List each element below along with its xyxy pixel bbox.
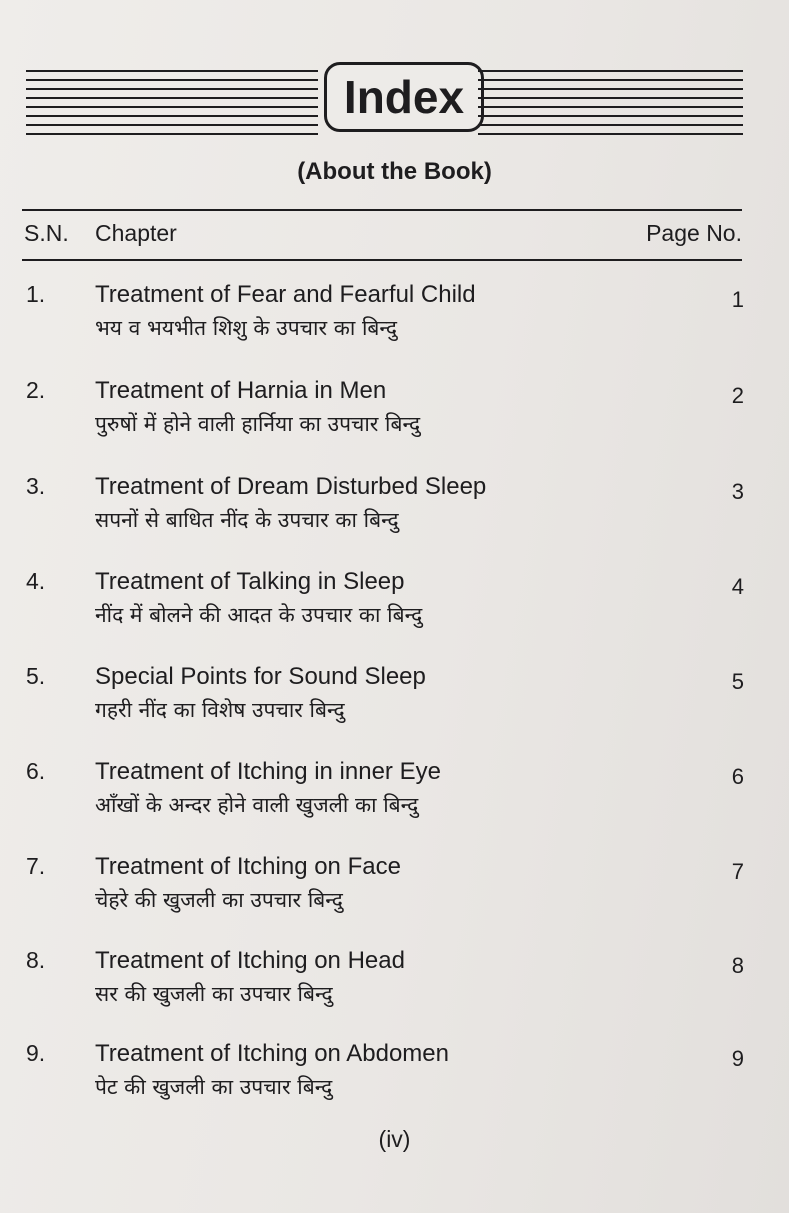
row-chapter-title: Treatment of Itching on Abdomen	[95, 1040, 449, 1067]
index-header	[26, 62, 743, 136]
row-page-number: 8	[731, 953, 744, 978]
table-header-bottom-rule	[22, 259, 742, 261]
row-chapter-hindi: गहरी नींद का विशेष उपचार बिन्दु	[95, 698, 345, 722]
table-row	[0, 281, 789, 373]
row-page-number: 7	[731, 859, 744, 884]
row-chapter-title: Treatment of Talking in Sleep	[95, 568, 405, 595]
row-page-number: 1	[731, 287, 744, 312]
decorative-rules-left	[26, 70, 318, 136]
row-chapter-hindi: चेहरे की खुजली का उपचार बिन्दु	[95, 888, 343, 912]
row-chapter-title: Treatment of Itching on Face	[95, 853, 401, 880]
row-chapter-hindi: आँखों के अन्दर होने वाली खुजली का बिन्दु	[95, 793, 419, 817]
row-chapter-hindi: पेट की खुजली का उपचार बिन्दु	[95, 1075, 333, 1099]
table-row	[0, 663, 789, 755]
row-chapter-title: Treatment of Itching on Head	[95, 947, 405, 974]
table-row	[0, 377, 789, 469]
row-chapter-hindi: पुरुषों में होने वाली हार्निया का उपचार बिन्दु	[95, 412, 421, 436]
row-chapter-hindi: नींद में बोलने की आदत के उपचार का बिन्दु	[95, 603, 423, 627]
index-title: Index	[324, 62, 484, 132]
row-chapter-hindi: सपनों से बाधित नींद के उपचार का बिन्दु	[95, 508, 399, 532]
row-serial: 5.	[26, 663, 46, 689]
index-subtitle: (About the Book)	[297, 158, 492, 185]
row-page-number: 2	[731, 383, 744, 408]
table-row	[0, 947, 789, 1039]
row-serial: 9.	[26, 1040, 46, 1066]
row-serial: 4.	[26, 568, 46, 594]
row-chapter-title: Special Points for Sound Sleep	[95, 663, 426, 690]
decorative-rules-right	[478, 70, 743, 136]
row-chapter-title: Treatment of Harnia in Men	[95, 377, 387, 404]
table-row	[0, 853, 789, 945]
row-serial: 7.	[26, 853, 46, 879]
row-page-number: 9	[731, 1046, 744, 1071]
row-serial: 1.	[26, 281, 46, 307]
row-chapter-title: Treatment of Dream Disturbed Sleep	[95, 473, 487, 500]
page-number-footer: (iv)	[378, 1126, 411, 1152]
row-page-number: 6	[731, 764, 744, 789]
table-row	[0, 568, 789, 660]
row-serial: 6.	[26, 758, 46, 784]
row-chapter-title: Treatment of Fear and Fearful Child	[95, 281, 476, 308]
row-page-number: 3	[731, 479, 744, 504]
row-serial: 2.	[26, 377, 46, 403]
table-row	[0, 1040, 789, 1132]
row-serial: 8.	[26, 947, 46, 973]
row-chapter-hindi: सर की खुजली का उपचार बिन्दु	[95, 982, 333, 1006]
row-chapter-hindi: भय व भयभीत शिशु के उपचार का बिन्दु	[95, 316, 398, 340]
column-header-sn: S.N.	[24, 220, 69, 246]
table-header-top-rule	[22, 209, 742, 211]
row-page-number: 5	[731, 669, 744, 694]
table-row	[0, 473, 789, 565]
column-header-chapter: Chapter	[95, 220, 177, 246]
table-row	[0, 758, 789, 850]
row-page-number: 4	[731, 574, 744, 599]
row-serial: 3.	[26, 473, 46, 499]
row-chapter-title: Treatment of Itching in inner Eye	[95, 758, 441, 785]
column-header-page: Page No.	[646, 220, 742, 246]
